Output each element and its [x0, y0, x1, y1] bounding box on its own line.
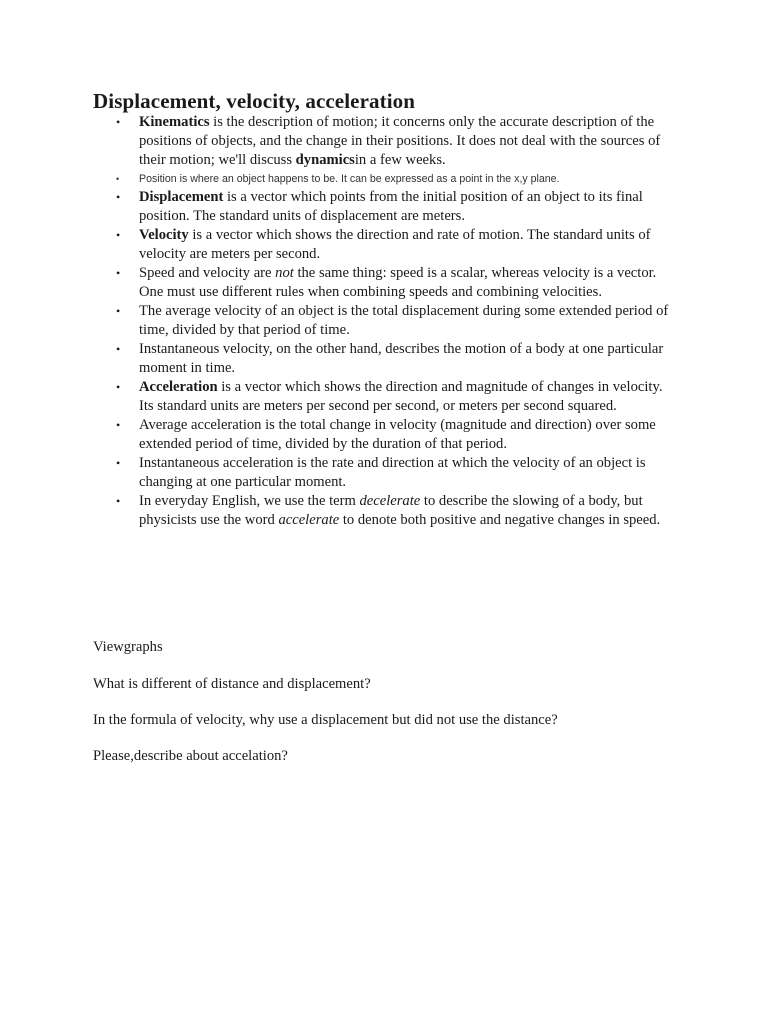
- list-item-text: is a vector which shows the direction and magnitude of changes in velocity. Its standard units are meters per second per second, or meters per second squared.: [139, 379, 663, 414]
- bullet-marker: •: [116, 494, 121, 508]
- question-paragraph: Please,describe about accelation?: [93, 748, 288, 764]
- bullet-list: [116, 113, 676, 530]
- term-kinematics: Kinematics: [139, 114, 210, 130]
- bullet-marker: •: [116, 228, 121, 242]
- question-paragraph: What is different of distance and displacement?: [93, 676, 371, 692]
- bullet-marker: •: [116, 115, 121, 129]
- bullet-marker: •: [116, 342, 121, 356]
- term-dynamics: dynamics: [295, 152, 355, 168]
- bullet-marker: •: [116, 174, 120, 184]
- list-item: [116, 416, 676, 454]
- list-item-text: to describe the slowing of a body, but physicists use the word: [139, 493, 643, 528]
- list-item-text: Instantaneous velocity, on the other hand, describes the motion of a body at one particular moment in time.: [139, 341, 664, 376]
- bullet-marker: •: [116, 266, 121, 280]
- emphasis-not: not: [275, 265, 294, 281]
- list-item-text: is a vector which points from the initial position of an object to its final position. The standard units of displacement are meters.: [139, 189, 643, 224]
- list-item: [116, 302, 676, 340]
- list-item-text: to denote both positive and negative changes in speed.: [339, 512, 661, 528]
- list-item: [116, 113, 676, 170]
- question-paragraph: In the formula of velocity, why use a displacement but did not use the distance?: [93, 712, 558, 728]
- term-velocity: Velocity: [139, 227, 189, 243]
- list-item: [116, 378, 676, 416]
- list-item-text: Instantaneous acceleration is the rate and direction at which the velocity of an object is changing at one particular moment.: [139, 455, 646, 490]
- list-item: [116, 264, 676, 302]
- bullet-marker: •: [116, 190, 121, 204]
- bullet-marker: •: [116, 304, 121, 318]
- list-item: [116, 340, 676, 378]
- emphasis-accelerate: accelerate: [278, 512, 340, 528]
- bullet-marker: •: [116, 380, 121, 394]
- list-item-text: is a vector which shows the direction and rate of motion. The standard units of velocity are meters per second.: [139, 227, 651, 262]
- list-item: [116, 454, 676, 492]
- list-item-text: The average velocity of an object is the total displacement during some extended period of time, divided by that period of time.: [139, 303, 669, 338]
- section-heading-viewgraphs: Viewgraphs: [93, 639, 163, 655]
- list-item-text: Speed and velocity are: [139, 265, 276, 281]
- list-item-text: is the description of motion; it concerns only the accurate description of the positions of objects, and the change in their positions. It does not deal with the sources of their motion; we'll discuss: [139, 114, 661, 168]
- list-item: [116, 172, 676, 187]
- emphasis-decelerate: decelerate: [359, 493, 421, 509]
- list-item: [116, 226, 676, 264]
- term-acceleration: Acceleration: [139, 379, 218, 395]
- list-item-text: in a few weeks.: [354, 152, 446, 168]
- list-item-text: In everyday English, we use the term: [139, 493, 360, 509]
- bullet-marker: •: [116, 418, 121, 432]
- list-item-text: Average acceleration is the total change in velocity (magnitude and direction) over some extended period of time, divided by the duration of that period.: [139, 417, 656, 452]
- term-displacement: Displacement: [139, 189, 224, 205]
- list-item: [116, 492, 676, 530]
- list-item-text: Position is where an object happens to be. It can be expressed as a point in the x,y plane.: [139, 173, 560, 185]
- document-title: Displacement, velocity, acceleration: [93, 89, 416, 113]
- list-item: [116, 188, 676, 226]
- bullet-marker: •: [116, 456, 121, 470]
- list-item-text: the same thing: speed is a scalar, whereas velocity is a vector. One must use different rules when combining speeds and combining velocities.: [139, 265, 657, 300]
